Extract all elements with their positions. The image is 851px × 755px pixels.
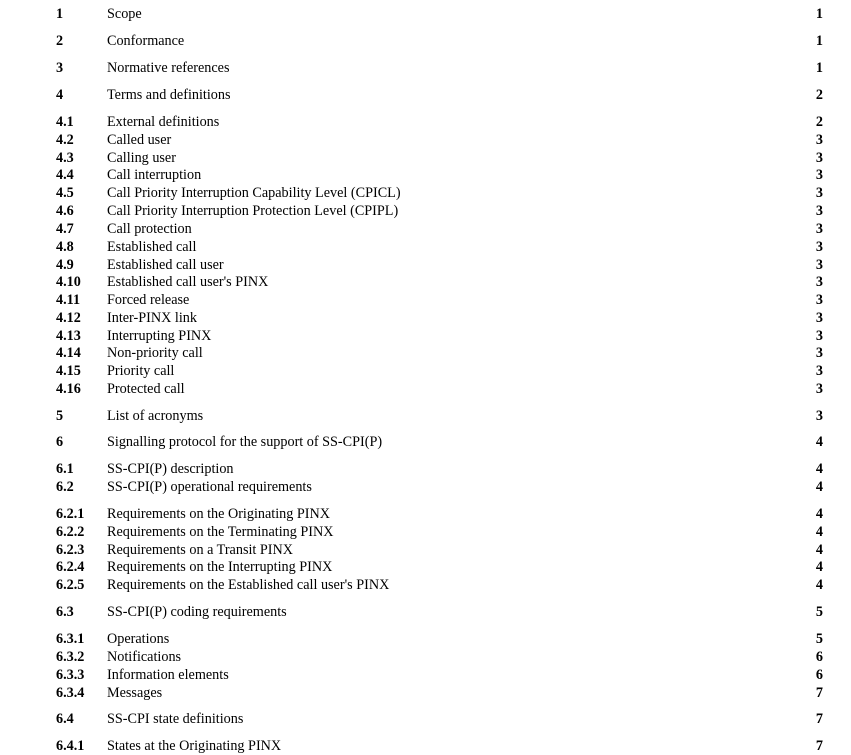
toc-entry[interactable]: [0, 648, 851, 666]
toc-entry[interactable]: [0, 558, 851, 576]
toc-entry[interactable]: [0, 433, 851, 451]
toc-entry-page: 5: [815, 604, 823, 620]
toc-entry-title: List of acronyms: [107, 408, 204, 424]
toc-entry-number: 6.3.2: [56, 649, 85, 665]
toc-entry-number: 4.5: [56, 185, 74, 201]
toc-entry[interactable]: [0, 407, 851, 425]
toc-entry-title: Requirements on the Terminating PINX: [107, 524, 334, 540]
toc-entry-number: 4.13: [56, 328, 81, 344]
toc-entry-page: 4: [815, 434, 823, 450]
toc-entry-number: 6.2.2: [56, 524, 85, 540]
toc-entry-title: Non-priority call: [107, 345, 203, 361]
toc-entry-title: Requirements on the Interrupting PINX: [107, 559, 333, 575]
toc-entry[interactable]: [0, 256, 851, 274]
toc-entry[interactable]: [0, 32, 851, 50]
toc-entry-page: 3: [815, 408, 823, 424]
toc-entry-title: SS-CPI(P) coding requirements: [107, 604, 287, 620]
toc-entry-title: Priority call: [107, 363, 175, 379]
toc-entry-title: Notifications: [107, 649, 182, 665]
toc-entry[interactable]: [0, 380, 851, 398]
toc-entry-number: 1: [56, 6, 64, 22]
toc-entry-page: 3: [815, 257, 823, 273]
toc-entry[interactable]: [0, 220, 851, 238]
toc-entry-page: 4: [815, 577, 823, 593]
toc-entry[interactable]: [0, 327, 851, 345]
toc-entry[interactable]: [0, 684, 851, 702]
toc-entry[interactable]: [0, 131, 851, 149]
toc-entry-number: 4.3: [56, 150, 74, 166]
toc-entry-number: 4.6: [56, 203, 74, 219]
toc-entry-number: 6.2.5: [56, 577, 85, 593]
toc-entry-page: 4: [815, 524, 823, 540]
toc-entry-number: 6.1: [56, 461, 74, 477]
toc-entry[interactable]: [0, 344, 851, 362]
toc-entry[interactable]: [0, 460, 851, 478]
toc-entry-number: 4.15: [56, 363, 81, 379]
toc-entry-title: Call interruption: [107, 167, 202, 183]
toc-entry-title: Terms and definitions: [107, 87, 231, 103]
toc-entry-page: 1: [815, 60, 823, 76]
toc-entry-page: 3: [815, 185, 823, 201]
toc-entry-number: 4.4: [56, 167, 74, 183]
toc-entry-title: Called user: [107, 132, 172, 148]
toc-entry-title: SS-CPI(P) description: [107, 461, 234, 477]
toc-entry-page: 2: [815, 114, 823, 130]
toc-entry[interactable]: [0, 184, 851, 202]
toc-entry[interactable]: [0, 113, 851, 131]
toc-entry-title: Requirements on the Originating PINX: [107, 506, 331, 522]
toc-entry-title: SS-CPI state definitions: [107, 711, 244, 727]
toc-entry[interactable]: [0, 149, 851, 167]
toc-entry[interactable]: [0, 166, 851, 184]
toc-entry-page: 3: [815, 328, 823, 344]
toc-entry-page: 4: [815, 479, 823, 495]
toc-entry[interactable]: [0, 273, 851, 291]
toc-entry[interactable]: [0, 541, 851, 559]
toc-entry[interactable]: [0, 5, 851, 23]
toc-entry-number: 6.3.1: [56, 631, 85, 647]
toc-entry-number: 6.2.3: [56, 542, 85, 558]
toc-entry-page: 1: [815, 33, 823, 49]
toc-entry[interactable]: [0, 630, 851, 648]
toc-entry-page: 3: [815, 150, 823, 166]
toc-entry-page: 2: [815, 87, 823, 103]
toc-entry-page: 6: [815, 667, 823, 683]
toc-entry-title: Operations: [107, 631, 170, 647]
toc-entry-page: 3: [815, 167, 823, 183]
toc-entry-number: 4.1: [56, 114, 74, 130]
toc-entry[interactable]: [0, 362, 851, 380]
toc-entry-title: Inter-PINX link: [107, 310, 197, 326]
toc-entry[interactable]: [0, 59, 851, 77]
toc-entry-page: 3: [815, 239, 823, 255]
toc-entry-title: Interrupting PINX: [107, 328, 212, 344]
toc-entry-title: States at the Originating PINX: [107, 738, 282, 754]
toc-entry-number: 6.2: [56, 479, 74, 495]
toc-entry-page: 3: [815, 221, 823, 237]
toc-entry-number: 6.3: [56, 604, 74, 620]
toc-entry[interactable]: [0, 86, 851, 104]
toc-entry-page: 3: [815, 292, 823, 308]
toc-entry-number: 6.3.3: [56, 667, 85, 683]
toc-entry-page: 3: [815, 363, 823, 379]
toc-entry-title: Call Priority Interruption Protection Level (CPIPL): [107, 203, 399, 219]
toc-entry[interactable]: [0, 603, 851, 621]
toc-entry-title: Signalling protocol for the support of SS-CPI(P): [107, 434, 383, 450]
toc-entry-page: 6: [815, 649, 823, 665]
toc-entry-title: Requirements on the Established call user's PINX: [107, 577, 390, 593]
toc-entry-page: 7: [815, 685, 823, 701]
toc-entry-number: 4.12: [56, 310, 81, 326]
toc-entry-title: Information elements: [107, 667, 229, 683]
toc-entry-number: 4.7: [56, 221, 74, 237]
toc-entry[interactable]: [0, 478, 851, 496]
toc-entry-number: 3: [56, 60, 64, 76]
toc-entry-number: 6.4.1: [56, 738, 85, 754]
toc-entry-title: Normative references: [107, 60, 230, 76]
toc-entry-title: External definitions: [107, 114, 220, 130]
toc-entry-number: 4.14: [56, 345, 81, 361]
toc-entry-page: 3: [815, 381, 823, 397]
toc-entry-number: 4.10: [56, 274, 81, 290]
toc-entry-page: 3: [815, 310, 823, 326]
toc-entry[interactable]: [0, 710, 851, 728]
toc-entry-number: 4.8: [56, 239, 74, 255]
toc-entry[interactable]: [0, 523, 851, 541]
toc-entry-title: Protected call: [107, 381, 185, 397]
toc-entry[interactable]: [0, 202, 851, 220]
toc-entry-number: 6.2.4: [56, 559, 85, 575]
toc-entry-number: 6.3.4: [56, 685, 85, 701]
toc-entry-number: 4.16: [56, 381, 81, 397]
toc-entry-title: Forced release: [107, 292, 190, 308]
toc-entry-page: 5: [815, 631, 823, 647]
toc-entry[interactable]: [0, 505, 851, 523]
toc-entry-number: 2: [56, 33, 64, 49]
toc-entry-page: 3: [815, 203, 823, 219]
toc-entry-page: 4: [815, 559, 823, 575]
toc-entry-number: 4: [56, 87, 64, 103]
toc-entry-page: 1: [815, 6, 823, 22]
toc-entry-title: Scope: [107, 6, 142, 22]
toc-entry-number: 6.4: [56, 711, 74, 727]
toc-entry[interactable]: [0, 309, 851, 327]
toc-entry-number: 4.2: [56, 132, 74, 148]
toc-entry-title: Calling user: [107, 150, 176, 166]
toc-entry-page: 4: [815, 542, 823, 558]
toc-entry-title: Requirements on a Transit PINX: [107, 542, 294, 558]
toc-entry-number: 6: [56, 434, 64, 450]
toc-entry[interactable]: [0, 291, 851, 309]
toc-entry-page: 7: [815, 711, 823, 727]
toc-entry-number: 6.2.1: [56, 506, 85, 522]
toc-entry-number: 4.9: [56, 257, 74, 273]
toc-entry-title: Conformance: [107, 33, 185, 49]
toc-entry-title: Established call user's PINX: [107, 274, 269, 290]
toc-entry-title: Call Priority Interruption Capability Level (CPICL): [107, 185, 401, 201]
toc-entry-page: 7: [815, 738, 823, 754]
toc-entry-title: Messages: [107, 685, 163, 701]
toc-entry-page: 4: [815, 506, 823, 522]
toc-entry[interactable]: [0, 238, 851, 256]
toc-entry-page: 3: [815, 132, 823, 148]
toc-entry[interactable]: [0, 666, 851, 684]
toc-entry-page: 3: [815, 274, 823, 290]
toc-entry-title: Established call user: [107, 257, 224, 273]
toc-entry[interactable]: [0, 737, 851, 755]
toc-entry-number: 4.11: [56, 292, 81, 308]
toc-entry-title: SS-CPI(P) operational requirements: [107, 479, 312, 495]
toc-entry-page: 3: [815, 345, 823, 361]
toc-entry-title: Established call: [107, 239, 197, 255]
toc-entry[interactable]: [0, 576, 851, 594]
toc-entry-number: 5: [56, 408, 64, 424]
toc-entry-page: 4: [815, 461, 823, 477]
toc-entry-title: Call protection: [107, 221, 192, 237]
